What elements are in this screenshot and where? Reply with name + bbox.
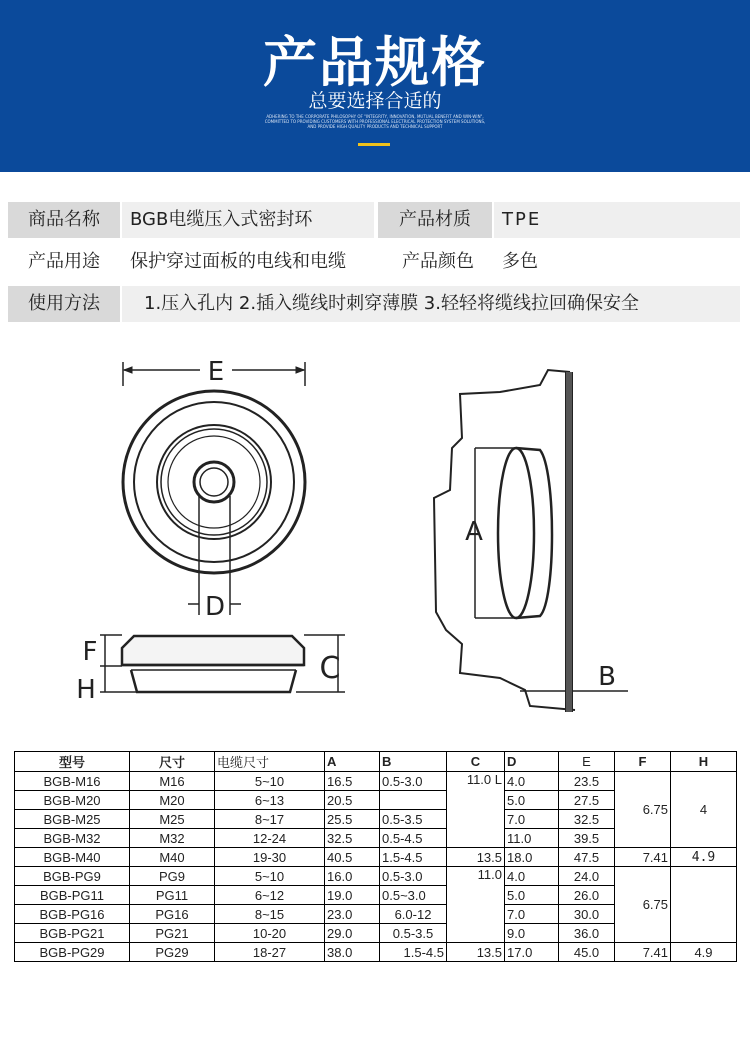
spec-row-method <box>0 286 750 322</box>
cell-cable: 6~12 <box>215 886 325 905</box>
material-label: 产品材质 <box>378 202 492 238</box>
cell-b: 6.0-12 <box>380 905 447 924</box>
cell-e: 39.5 <box>559 829 615 848</box>
cell-a: 25.5 <box>325 810 380 829</box>
panel-installation-view <box>434 370 628 712</box>
cell-a: 19.0 <box>325 886 380 905</box>
table-row <box>15 848 737 867</box>
cell-b <box>380 791 447 810</box>
cell-f: 7.41 <box>615 848 671 867</box>
cell-c-merged: 11.0 <box>447 867 505 943</box>
col-header-a: A <box>325 752 380 772</box>
method-value: 1.压入孔内 2.插入缆线时刺穿薄膜 3.轻轻将缆线拉回确保安全 <box>122 286 740 322</box>
col-header-cable: 电缆尺寸 <box>215 752 325 772</box>
cell-cable: 12-24 <box>215 829 325 848</box>
cell-cable: 5~10 <box>215 867 325 886</box>
cell-e: 45.0 <box>559 943 615 962</box>
col-header-model: 型号 <box>15 752 130 772</box>
dimension-label-d: D <box>204 592 226 622</box>
col-header-b: B <box>380 752 447 772</box>
fine-print-line: ADHERING TO THE CORPORATE PHILOSOPHY OF "INTEGRITY, INNOVATION, MUTUAL BENEFIT AND WIN-WIN", <box>266 114 484 119</box>
cell-f-merged: 6.75 <box>615 772 671 848</box>
cell-d: 5.0 <box>505 791 559 810</box>
cell-d: 7.0 <box>505 905 559 924</box>
cell-a: 38.0 <box>325 943 380 962</box>
table-row <box>15 943 737 962</box>
cell-d: 5.0 <box>505 886 559 905</box>
cell-size: PG9 <box>130 867 215 886</box>
cell-a: 32.5 <box>325 829 380 848</box>
cell-b: 1.5-4.5 <box>380 848 447 867</box>
cell-e: 32.5 <box>559 810 615 829</box>
cell-d: 17.0 <box>505 943 559 962</box>
cell-b: 0.5~3.0 <box>380 886 447 905</box>
cell-e: 26.0 <box>559 886 615 905</box>
cell-model: BGB-M25 <box>15 810 130 829</box>
cell-e: 36.0 <box>559 924 615 943</box>
front-view <box>123 362 305 615</box>
banner-title: 产品规格 <box>263 31 487 94</box>
cell-c-merged: 11.0 L <box>447 772 505 848</box>
cell-c: 13.5 <box>447 943 505 962</box>
cell-model: BGB-PG21 <box>15 924 130 943</box>
cell-cable: 18-27 <box>215 943 325 962</box>
table-row <box>15 772 737 791</box>
dimension-label-h: H <box>76 675 96 705</box>
name-value: BGB电缆压入式密封环 <box>122 202 374 238</box>
cell-model: BGB-PG11 <box>15 886 130 905</box>
cell-model: BGB-PG9 <box>15 867 130 886</box>
cell-cable: 8~15 <box>215 905 325 924</box>
cell-a: 16.5 <box>325 772 380 791</box>
table-row <box>15 867 737 886</box>
cell-cable: 19-30 <box>215 848 325 867</box>
color-label: 产品颜色 <box>402 251 474 272</box>
cell-e: 27.5 <box>559 791 615 810</box>
side-view <box>100 635 345 692</box>
cell-b: 1.5-4.5 <box>380 943 447 962</box>
cell-size: M20 <box>130 791 215 810</box>
cell-size: M32 <box>130 829 215 848</box>
cell-size: PG29 <box>130 943 215 962</box>
cell-e: 23.5 <box>559 772 615 791</box>
cell-size: M40 <box>130 848 215 867</box>
cell-a: 16.0 <box>325 867 380 886</box>
usage-label: 产品用途 <box>28 251 100 272</box>
fine-print-line: COMMITTED TO PROVIDING CUSTOMERS WITH PROFESSIONAL ELECTRICAL PROTECTION SYSTEM SOLUTIONS, <box>264 119 486 124</box>
cell-h-merged <box>671 867 737 943</box>
cell-model: BGB-M40 <box>15 848 130 867</box>
banner-fine-print <box>235 114 515 129</box>
spec-row-usage <box>0 244 750 280</box>
fine-print-line: AND PROVIDE HIGH QUALITY PRODUCTS AND TECHNICAL SUPPORT <box>307 124 443 129</box>
header-banner <box>0 0 750 172</box>
cell-h: 4.9 <box>671 943 737 962</box>
cell-size: PG16 <box>130 905 215 924</box>
cell-b: 0.5-3.0 <box>380 867 447 886</box>
cell-d: 9.0 <box>505 924 559 943</box>
cell-a: 40.5 <box>325 848 380 867</box>
dimension-label-a: A <box>465 517 483 547</box>
col-header-h: H <box>671 752 737 772</box>
method-label: 使用方法 <box>8 286 120 322</box>
size-table <box>14 751 737 962</box>
cell-f: 7.41 <box>615 943 671 962</box>
cell-cable: 5~10 <box>215 772 325 791</box>
col-header-size: 尺寸 <box>130 752 215 772</box>
material-value: TPE <box>494 202 740 238</box>
table-header-row <box>15 752 737 772</box>
cell-d: 4.0 <box>505 772 559 791</box>
cell-e: 47.5 <box>559 848 615 867</box>
cell-model: BGB-M32 <box>15 829 130 848</box>
cell-d: 18.0 <box>505 848 559 867</box>
cell-d: 11.0 <box>505 829 559 848</box>
cell-e: 24.0 <box>559 867 615 886</box>
cell-a: 20.5 <box>325 791 380 810</box>
cell-b: 0.5-3.5 <box>380 810 447 829</box>
cell-model: BGB-M16 <box>15 772 130 791</box>
cell-size: PG11 <box>130 886 215 905</box>
usage-value: 保护穿过面板的电线和电缆 <box>130 251 346 272</box>
col-header-c: C <box>447 752 505 772</box>
cell-cable: 8~17 <box>215 810 325 829</box>
cell-h-merged: 4 <box>671 772 737 848</box>
dimension-label-b: B <box>598 662 616 692</box>
cell-size: M25 <box>130 810 215 829</box>
spec-row-name <box>0 202 750 238</box>
cell-model: BGB-M20 <box>15 791 130 810</box>
cell-b: 0.5-4.5 <box>380 829 447 848</box>
dimension-label-e: E <box>207 357 225 387</box>
dimension-label-c: C <box>319 651 341 686</box>
col-header-d: D <box>505 752 559 772</box>
cell-h: 4.9 <box>671 848 737 867</box>
banner-subtitle: 总要选择合适的 <box>308 90 442 112</box>
cell-cable: 6~13 <box>215 791 325 810</box>
cell-e: 30.0 <box>559 905 615 924</box>
cell-f-merged: 6.75 <box>615 867 671 943</box>
cell-b: 0.5-3.0 <box>380 772 447 791</box>
cell-a: 23.0 <box>325 905 380 924</box>
cell-size: M16 <box>130 772 215 791</box>
banner-accent-rule <box>358 143 390 146</box>
color-value: 多色 <box>502 251 538 272</box>
dimension-label-f: F <box>82 637 98 667</box>
cell-d: 4.0 <box>505 867 559 886</box>
cell-size: PG21 <box>130 924 215 943</box>
name-label: 商品名称 <box>8 202 120 238</box>
cell-b: 0.5-3.5 <box>380 924 447 943</box>
cell-model: BGB-PG16 <box>15 905 130 924</box>
cell-a: 29.0 <box>325 924 380 943</box>
col-header-e: E <box>559 752 615 772</box>
col-header-f: F <box>615 752 671 772</box>
grommet-technical-drawing <box>0 330 750 735</box>
cell-c: 13.5 <box>447 848 505 867</box>
cell-d: 7.0 <box>505 810 559 829</box>
cell-model: BGB-PG29 <box>15 943 130 962</box>
cell-cable: 10-20 <box>215 924 325 943</box>
